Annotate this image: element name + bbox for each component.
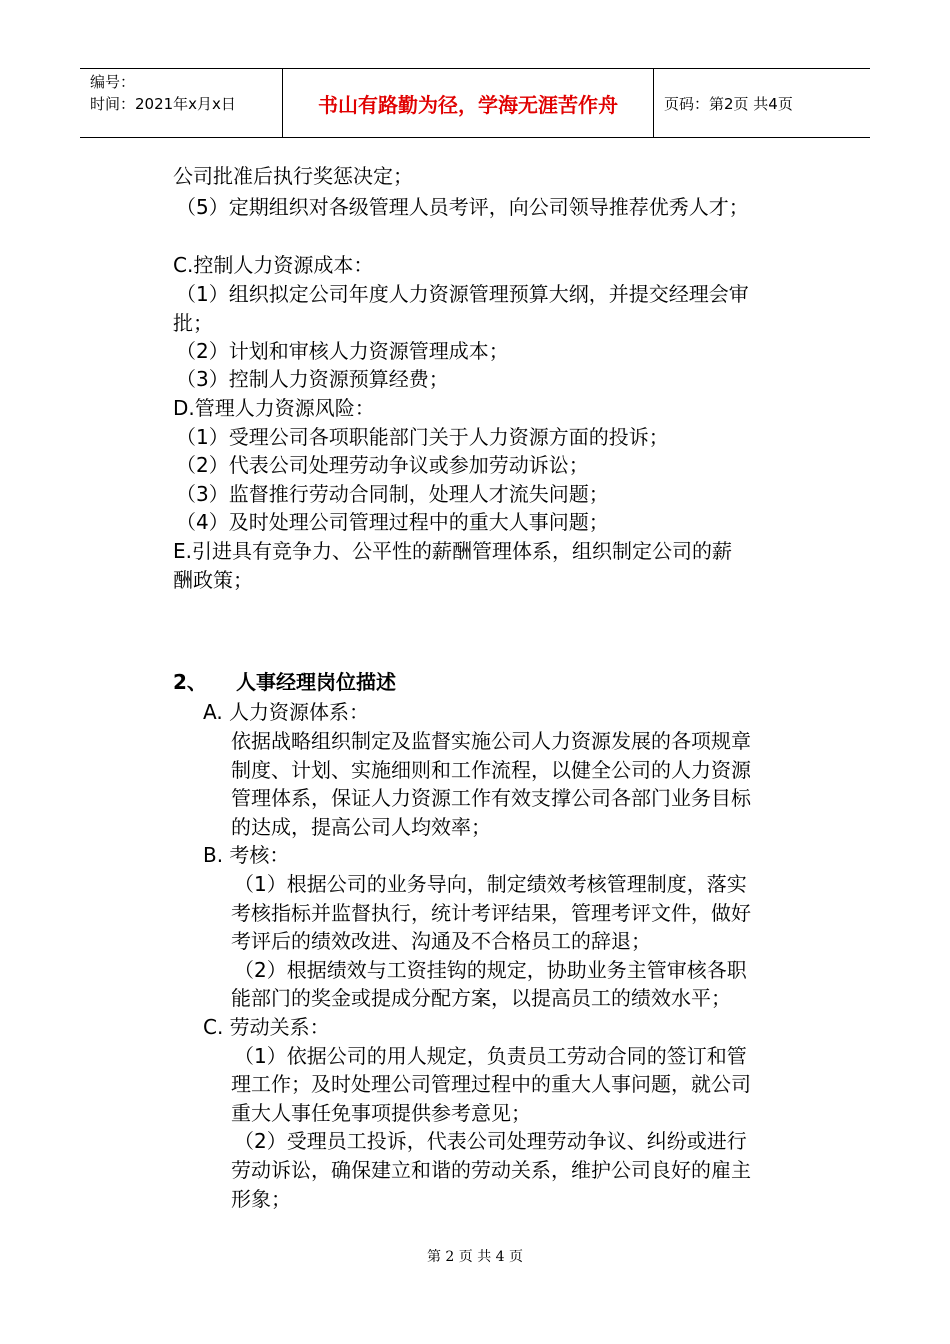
text-line: （2）受理员工投诉，代表公司处理劳动争议、纠纷或进行 (234, 1129, 747, 1153)
text-line: 批； (173, 311, 213, 335)
text-line: （1）依据公司的用人规定，负责员工劳动合同的签订和管 (234, 1044, 747, 1068)
text-line: B. 考核： (203, 843, 290, 867)
text-line: 的达成，提高公司人均效率； (231, 815, 491, 839)
text-line: （2）代表公司处理劳动争议或参加劳动诉讼； (176, 453, 589, 477)
page-footer: 第 2 页 共 4 页 (426, 1249, 524, 1265)
text-line: （1）根据公司的业务导向，制定绩效考核管理制度，落实 (234, 872, 747, 896)
text-line: （2）根据绩效与工资挂钩的规定，协助业务主管审核各职 (234, 958, 747, 982)
text-line: 理工作；及时处理公司管理过程中的重大人事问题，就公司 (231, 1072, 751, 1096)
text-line: 管理体系，保证人力资源工作有效支撑公司各部门业务目标 (231, 786, 751, 810)
text-line: 考核指标并监督执行，统计考评结果，管理考评文件，做好 (231, 901, 751, 925)
text-line: 能部门的奖金或提成分配方案，以提高员工的绩效水平； (231, 986, 731, 1010)
text-line: C. 劳动关系： (203, 1015, 330, 1039)
text-line: 形象； (231, 1187, 291, 1211)
text-line: C.控制人力资源成本： (173, 253, 374, 277)
text-line: 重大人事任免事项提供参考意见； (231, 1101, 531, 1125)
text-line: （3）控制人力资源预算经费； (176, 367, 449, 391)
text-line: A. 人力资源体系： (203, 700, 370, 724)
text-line: （2）计划和审核人力资源管理成本； (176, 339, 509, 363)
text-line: 酬政策； (173, 568, 253, 592)
text-line: 依据战略组织制定及监督实施公司人力资源发展的各项规章 (231, 729, 751, 753)
text-line: （4）及时处理公司管理过程中的重大人事问题； (176, 510, 609, 534)
text-line: 劳动诉讼，确保建立和谐的劳动关系，维护公司良好的雇主 (231, 1158, 751, 1182)
section-title: 人事经理岗位描述 (236, 670, 396, 694)
text-line: （1）受理公司各项职能部门关于人力资源方面的投诉； (176, 425, 669, 449)
doc-number-label: 编号： (90, 73, 136, 91)
text-line: （5）定期组织对各级管理人员考评，向公司领导推荐优秀人才； (176, 195, 749, 219)
section-number: 2、 (173, 670, 207, 694)
text-line: 制度、计划、实施细则和工作流程，以健全公司的人力资源 (231, 758, 751, 782)
text-line: D.管理人力资源风险： (173, 396, 375, 420)
text-line: （3）监督推行劳动合同制，处理人才流失问题； (176, 482, 609, 506)
header-motto: 书山有路勤为径，学海无涯苦作舟 (282, 69, 654, 137)
page-header (80, 68, 870, 138)
text-line: （1）组织拟定公司年度人力资源管理预算大纲，并提交经理会审 (176, 282, 749, 306)
text-line: E.引进具有竞争力、公平性的薪酬管理体系，组织制定公司的薪 (173, 539, 732, 563)
text-line: 公司批准后执行奖惩决定； (173, 164, 413, 188)
date-label: 时间：2021年x月x日 (90, 95, 236, 113)
page-number-label: 页码：第2页 共4页 (664, 94, 793, 113)
text-line: 考评后的绩效改进、沟通及不合格员工的辞退； (231, 929, 651, 953)
header-left-cell (80, 69, 280, 139)
